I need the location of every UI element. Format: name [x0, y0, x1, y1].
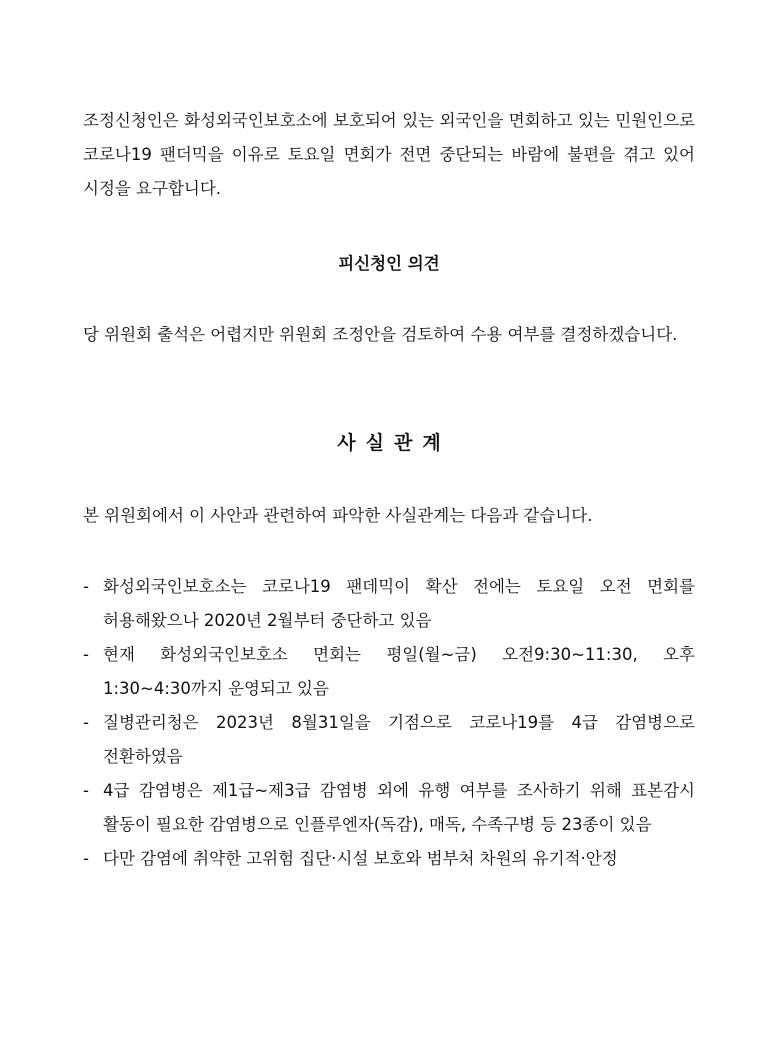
facts-list-item-text: 현재 화성외국인보호소 면회는 평일(월~금) 오전9:30~11:30, 오후 1:30~4:30까지 운영되고 있음 [103, 645, 695, 698]
facts-list-item-text: 다만 감염에 취약한 고위험 집단·시설 보호와 범부처 차원의 유기적·안정 [103, 849, 618, 868]
facts-heading: 사실관계 [337, 432, 451, 454]
bullet-dash: - [83, 849, 89, 868]
facts-intro-paragraph: 본 위원회에서 이 사안과 관련하여 파악한 사실관계는 다음과 같습니다. [83, 506, 593, 525]
facts-list-item [83, 774, 695, 842]
facts-list [83, 570, 695, 876]
facts-list-item [83, 570, 695, 638]
intro-paragraph: 조정신청인은 화성외국인보호소에 보호되어 있는 외국인을 면회하고 있는 민원인으로 코로나19 팬더믹을 이유로 토요일 면회가 전면 중단되는 바람에 불편을 겪고 있어 시정을 요구합니다. [83, 111, 695, 198]
bullet-dash: - [83, 577, 89, 596]
facts-list-item-text: 4급 감염병은 제1급~제3급 감염병 외에 유행 여부를 조사하기 위해 표본감시 활동이 필요한 감염병으로 인플루엔자(독감), 매독, 수족구병 등 23종이 있음 [103, 781, 695, 834]
facts-list-item [83, 638, 695, 706]
bullet-dash: - [83, 781, 89, 800]
facts-list-item-text: 질병관리청은 2023년 8월31일을 기점으로 코로나19를 4급 감염병으로 전환하였음 [103, 713, 695, 766]
bullet-dash: - [83, 645, 89, 664]
respondent-opinion-heading: 피신청인 의견 [338, 254, 440, 273]
respondent-opinion-paragraph: 당 위원회 출석은 어렵지만 위원회 조정안을 검토하여 수용 여부를 결정하겠습니다. [83, 325, 678, 344]
facts-list-item [83, 706, 695, 774]
facts-list-item [83, 842, 695, 876]
facts-list-item-text: 화성외국인보호소는 코로나19 팬데믹이 확산 전에는 토요일 오전 면회를 허용해왔으나 2020년 2월부터 중단하고 있음 [103, 577, 695, 630]
bullet-dash: - [83, 713, 89, 732]
